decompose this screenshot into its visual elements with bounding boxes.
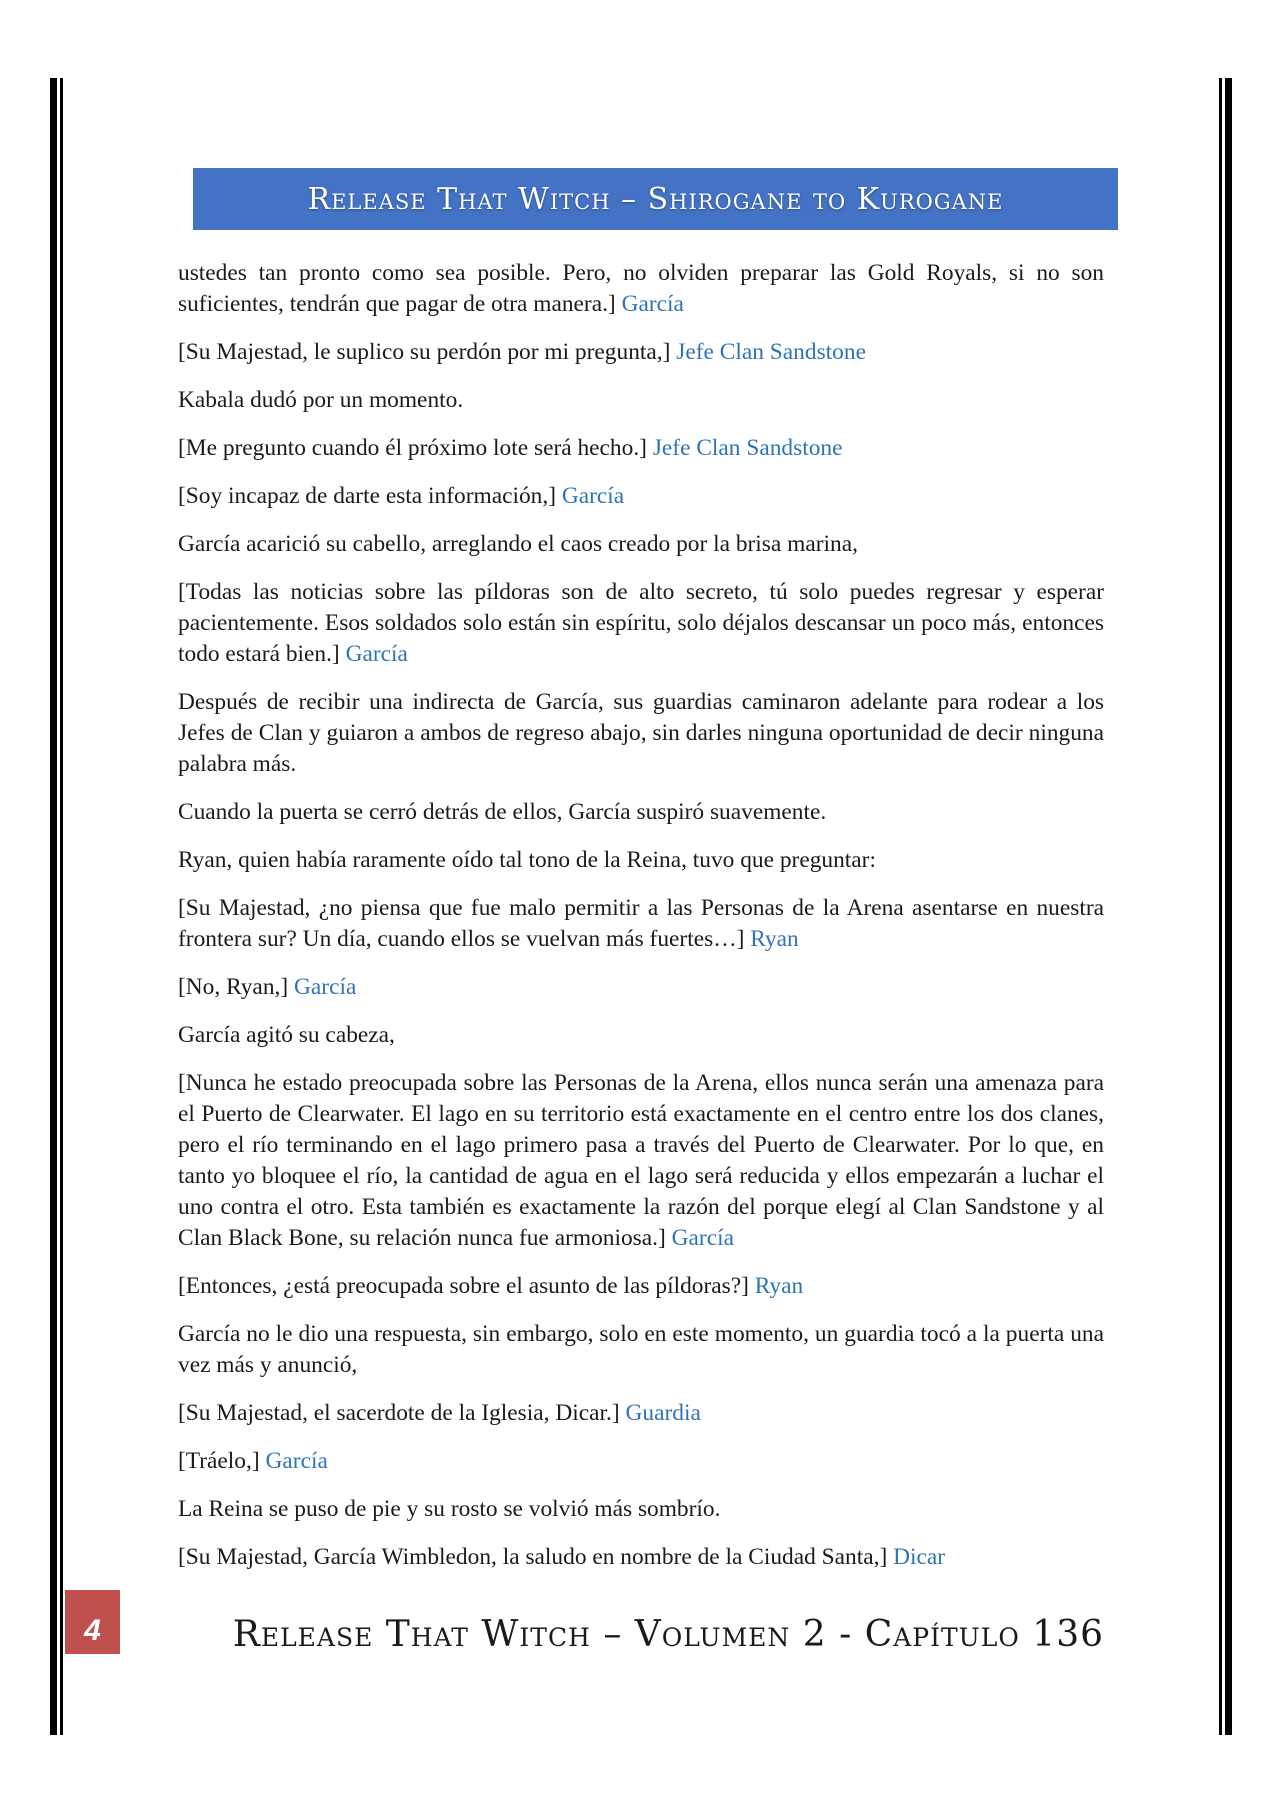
paragraph-text: [No, Ryan,] — [178, 974, 294, 1000]
speaker-tag: García — [294, 974, 357, 1000]
right-border-thin — [1219, 78, 1222, 1735]
paragraph-text: [Tráelo,] — [178, 1448, 266, 1474]
paragraph-text: Cuando la puerta se cerró detrás de ellos, García suspiró suavemente. — [178, 799, 827, 825]
document-body — [178, 258, 1104, 1590]
paragraph — [178, 577, 1104, 670]
paragraph — [178, 529, 1104, 560]
right-border-thick — [1225, 78, 1232, 1735]
paragraph-text: [Su Majestad, García Wimbledon, la saludo en nombre de la Ciudad Santa,] — [178, 1544, 894, 1570]
speaker-tag: García — [265, 1448, 328, 1474]
paragraph — [178, 1068, 1104, 1254]
page-number-badge: 4 — [65, 1590, 120, 1652]
speaker-tag: García — [345, 641, 408, 667]
paragraph-text: Ryan, quien había raramente oído tal tono de la Reina, tuvo que preguntar: — [178, 847, 876, 873]
paragraph-text: Kabala dudó por un momento. — [178, 387, 464, 413]
paragraph-text: García no le dio una respuesta, sin embargo, solo en este momento, un guardia tocó a la puerta una vez más y anunció, — [178, 1321, 1104, 1378]
paragraph — [178, 481, 1104, 512]
paragraph — [178, 337, 1104, 368]
speaker-tag: Dicar — [893, 1544, 946, 1570]
paragraph — [178, 1398, 1104, 1429]
paragraph — [178, 797, 1104, 828]
paragraph-text: La Reina se puso de pie y su rosto se volvió más sombrío. — [178, 1496, 721, 1522]
paragraph-text: [Me pregunto cuando él próximo lote será hecho.] — [178, 435, 653, 461]
paragraph — [178, 1494, 1104, 1525]
paragraph — [178, 1020, 1104, 1051]
paragraph — [178, 385, 1104, 416]
paragraph — [178, 845, 1104, 876]
paragraph-text: García acarició su cabello, arreglando el caos creado por la brisa marina, — [178, 531, 858, 557]
paragraph — [178, 258, 1104, 320]
page-header — [193, 168, 1118, 230]
paragraph-text: [Todas las noticias sobre las píldoras son de alto secreto, tú solo puedes regresar y esperar pacientemente. Esos soldados solo están sin espíritu, solo déjalos descansar un poco más, entonces todo estará bien.] — [178, 579, 1104, 667]
paragraph-text: Después de recibir una indirecta de García, sus guardias caminaron adelante para rodear a los Jefes de Clan y guiaron a ambos de regreso abajo, sin darles ninguna oportunidad de decir ninguna palabra más. — [178, 689, 1104, 777]
header-title: Release That Witch – Shirogane to Kurogane — [307, 181, 1004, 217]
paragraph — [178, 972, 1104, 1003]
footer-title: Release That Witch – Volumen 2 - Capítulo 136 — [232, 1614, 1104, 1655]
speaker-tag: García — [671, 1225, 734, 1251]
paragraph-text: García agitó su cabeza, — [178, 1022, 395, 1048]
speaker-tag: Ryan — [754, 1273, 804, 1299]
speaker-tag: García — [621, 291, 684, 317]
paragraph-text: [Entonces, ¿está preocupada sobre el asunto de las píldoras?] — [178, 1273, 755, 1299]
paragraph — [178, 1271, 1104, 1302]
paragraph — [178, 893, 1104, 955]
left-border-thick — [50, 78, 57, 1735]
paragraph-text: [Su Majestad, ¿no piensa que fue malo permitir a las Personas de la Arena asentarse en nuestra frontera sur? Un día, cuando ellos se vuelvan más fuertes…] — [178, 895, 1104, 952]
speaker-tag: Guardia — [625, 1400, 701, 1426]
speaker-tag: Jefe Clan Sandstone — [652, 435, 843, 461]
paragraph — [178, 687, 1104, 780]
paragraph — [178, 1446, 1104, 1477]
paragraph-text: [Soy incapaz de darte esta información,] — [178, 483, 562, 509]
paragraph — [178, 1319, 1104, 1381]
paragraph-text: [Nunca he estado preocupada sobre las Personas de la Arena, ellos nunca serán una amenaza para el Puerto de Clearwater. El lago en su territorio está exactamente en el centro entre los dos clanes, pero el río terminando en el lago primero pasa a través del Puerto de Clearwater. Por lo que, en tanto yo bloquee el río, la cantidad de agua en el lago será reducida y ellos empezarán a luchar el uno contra el otro. Esta también es exactamente la razón del porque elegí al Clan Sandstone y al Clan Black Bone, su relación nunca fue armoniosa.] — [178, 1070, 1104, 1251]
page-number-underline — [65, 1651, 120, 1654]
speaker-tag: Jefe Clan Sandstone — [676, 339, 866, 365]
paragraph-text: ustedes tan pronto como sea posible. Pero, no olviden preparar las Gold Royals, si no son suficientes, tendrán que pagar de otra manera.] — [178, 260, 1104, 317]
speaker-tag: García — [561, 483, 625, 509]
left-border-thin — [60, 78, 63, 1735]
paragraph — [178, 433, 1104, 464]
paragraph-text: [Su Majestad, el sacerdote de la Iglesia, Dicar.] — [178, 1400, 626, 1426]
paragraph — [178, 1542, 1104, 1573]
speaker-tag: Ryan — [750, 926, 799, 952]
paragraph-text: [Su Majestad, le suplico su perdón por mi pregunta,] — [178, 339, 677, 365]
